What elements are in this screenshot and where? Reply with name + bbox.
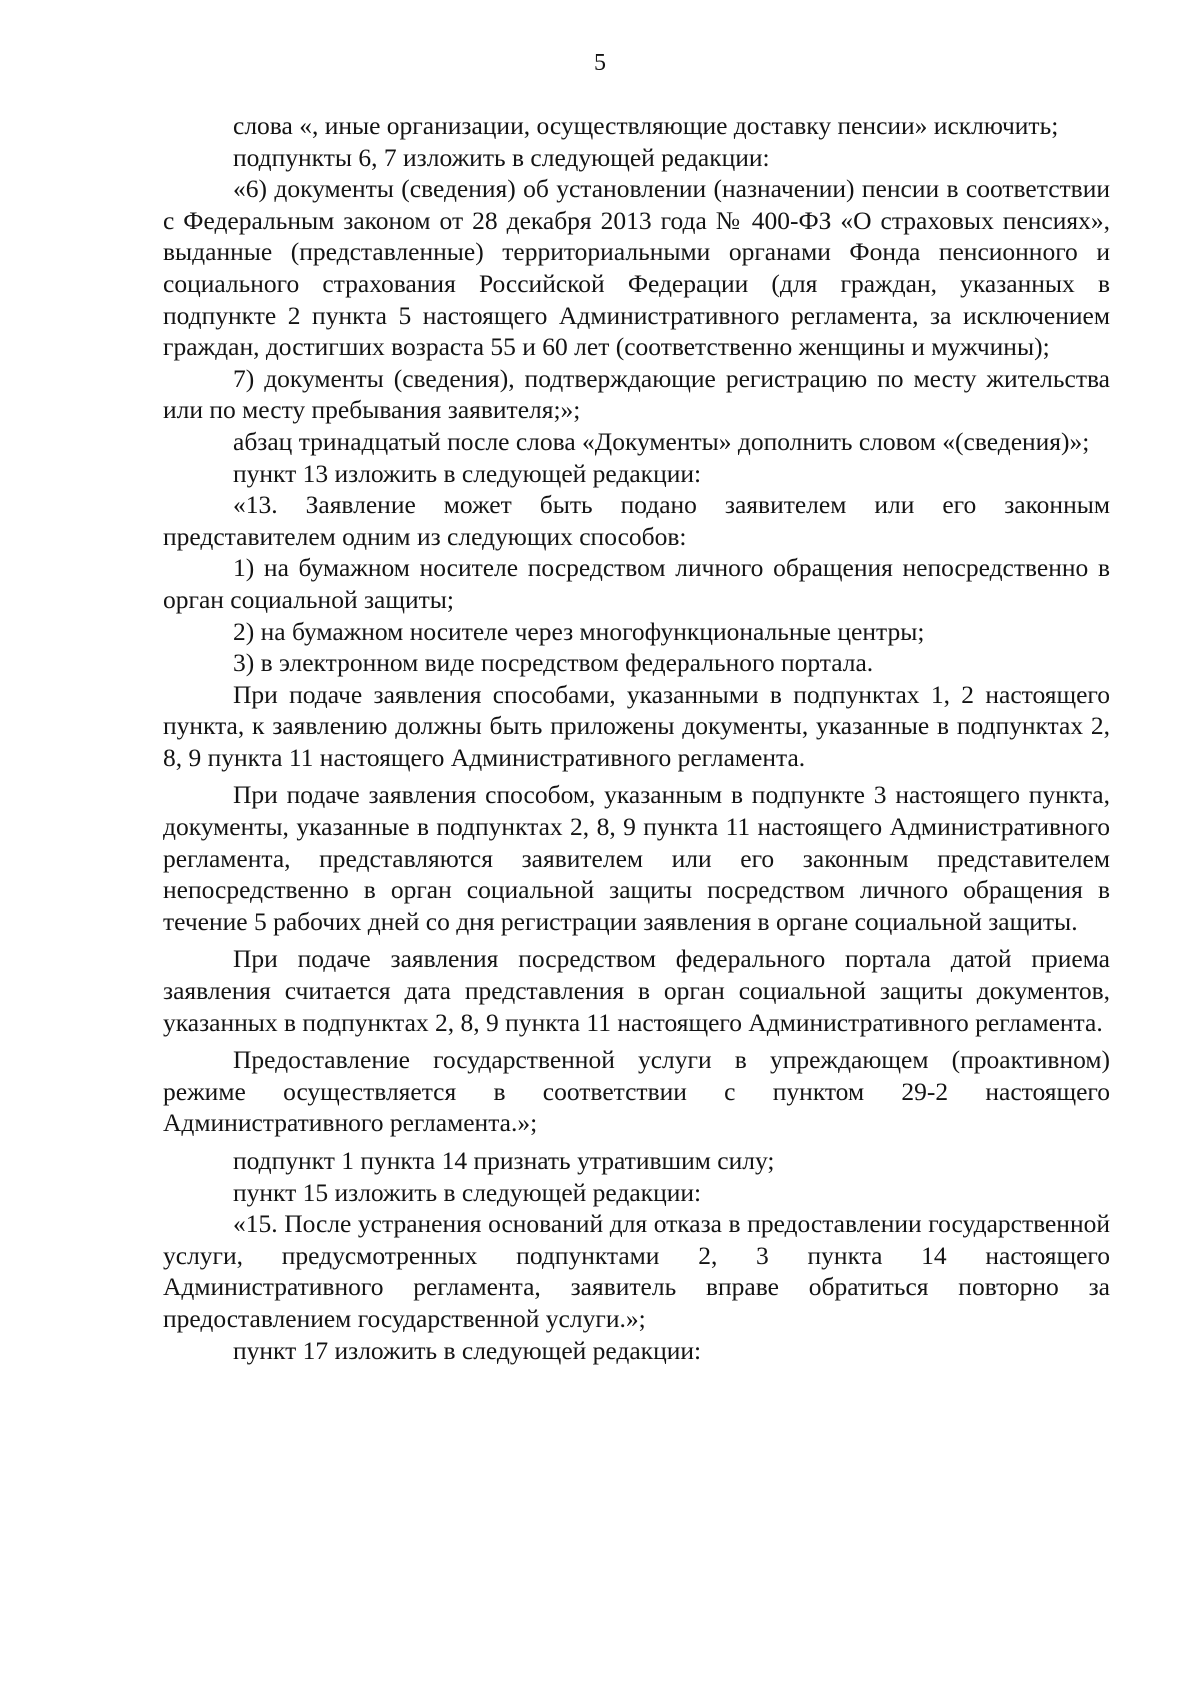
paragraph: подпункты 6, 7 изложить в следующей редакции: <box>233 142 770 172</box>
paragraph: 1) на бумажном носителе посредством личного обращения непосредственно в орган социальной защиты; <box>163 553 1110 614</box>
paragraph: Предоставление государственной услуги в упреждающем (проактивном) режиме осуществляется в соответствии с пунктом 29-2 настоящего Административного регламента.»; <box>163 1045 1110 1138</box>
document-body <box>163 110 1110 1366</box>
paragraph: подпункт 1 пункта 14 признать утратившим силу; <box>233 1146 775 1175</box>
paragraph: слова «, иные организации, осуществляющие доставку пенсии» исключить; <box>233 111 1059 140</box>
paragraph: При подаче заявления посредством федерального портала датой приема заявления считается дата представления в орган социальной защиты документов, указанных в подпунктах 2, 8, 9 пункта 11 настоящего Административного регламента. <box>163 944 1110 1037</box>
paragraph: «6) документы (сведения) об установлении (назначении) пенсии в соответствии с Федеральным законом от 28 декабря 2013 года № 400-ФЗ «О страховых пенсиях», выданные (представленные) территориальными органами Фонда пенсионного и социального страхования Российской Федерации (для граждан, указанных в подпункте 2 пункта 5 настоящего Административного регламента, за исключением граждан, достигших возраста 55 и 60 лет (соответственно женщины и мужчины); <box>163 174 1110 362</box>
paragraph: 3) в электронном виде посредством федерального портала. <box>233 648 874 678</box>
paragraph: «15. После устранения оснований для отказа в предоставлении государственной услуги, предусмотренных подпунктами 2, 3 пункта 14 настоящего Административного регламента, заявитель вправе обратиться повторно за предоставлением государственной услуги.»; <box>163 1209 1110 1333</box>
paragraph: абзац тринадцатый после слова «Документы» дополнить словом «(сведения)»; <box>233 426 1090 456</box>
paragraph: «13. Заявление может быть подано заявителем или его законным представителем одним из следующих способов: <box>163 490 1110 551</box>
paragraph: При подаче заявления способом, указанным в подпункте 3 настоящего пункта, документы, указанные в подпунктах 2, 8, 9 пункта 11 настоящего Административного регламента, представляются заявителем или его законным представителем непосредственно в орган социальной защиты посредством личного обращения в течение 5 рабочих дней со дня регистрации заявления в органе социальной защиты. <box>163 780 1110 936</box>
paragraph: 7) документы (сведения), подтверждающие регистрацию по месту жительства или по месту пребывания заявителя;»; <box>163 363 1110 425</box>
paragraph: пункт 15 изложить в следующей редакции: <box>233 1177 702 1207</box>
paragraph: пункт 13 изложить в следующей редакции: <box>233 458 702 488</box>
paragraph: 2) на бумажном носителе через многофункциональные центры; <box>233 616 925 646</box>
paragraph: При подаче заявления способами, указанными в подпунктах 1, 2 настоящего пункта, к заявлению должны быть приложены документы, указанные в подпунктах 2, 8, 9 пункта 11 настоящего Административного регламента. <box>163 679 1110 772</box>
page-number: 5 <box>594 50 606 76</box>
paragraph: пункт 17 изложить в следующей редакции: <box>233 1335 702 1365</box>
